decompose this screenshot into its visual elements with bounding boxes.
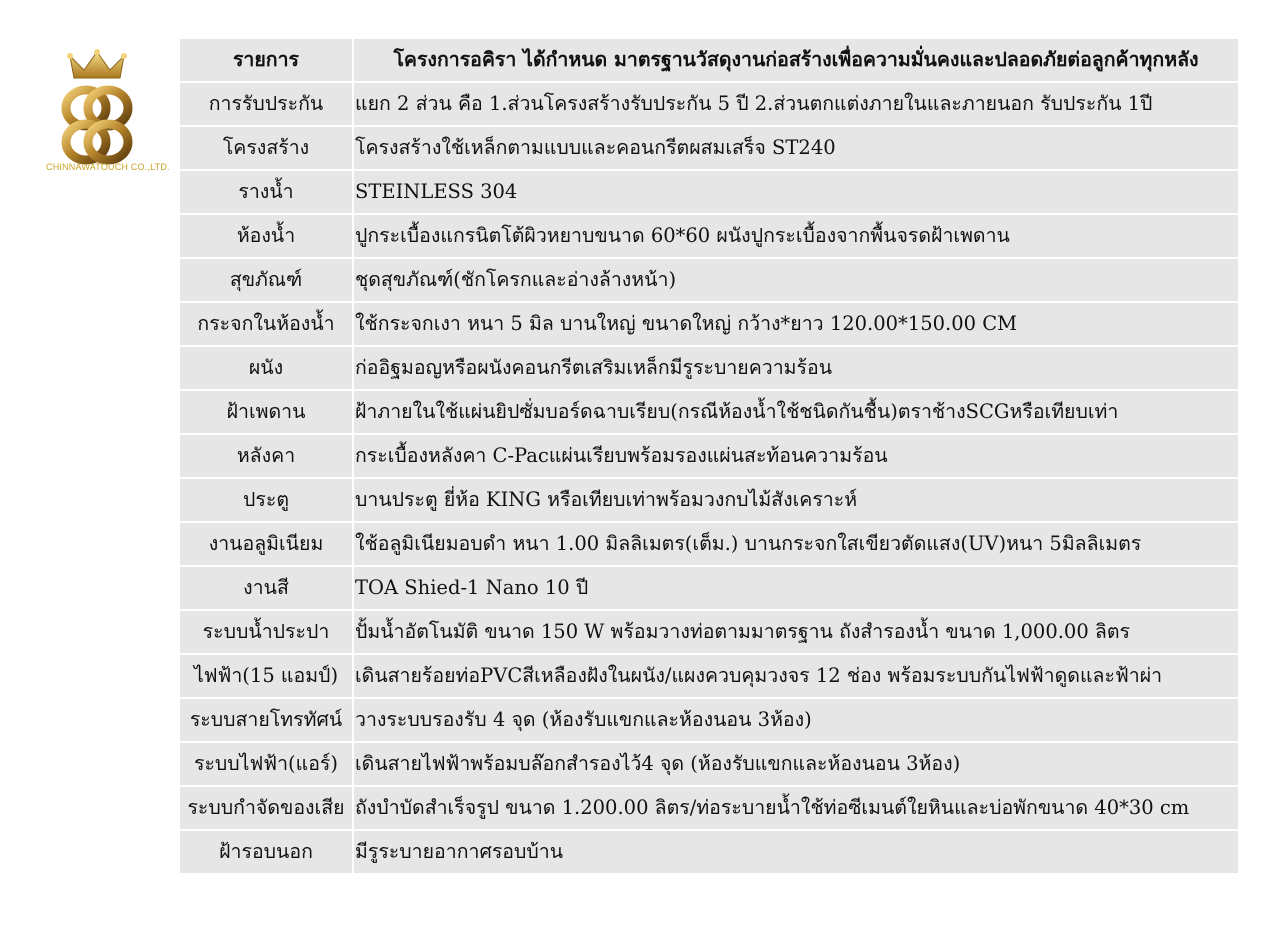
table-row xyxy=(179,478,1239,522)
row-label: งานสี xyxy=(179,566,353,610)
row-detail: TOA Shied-1 Nano 10 ปี xyxy=(353,566,1239,610)
header-label-cell: รายการ xyxy=(179,38,353,82)
table-row xyxy=(179,258,1239,302)
row-label: ไฟฟ้า(15 แอมป์) xyxy=(179,654,353,698)
row-detail: STEINLESS 304 xyxy=(353,170,1239,214)
table-row xyxy=(179,786,1239,830)
table-row xyxy=(179,302,1239,346)
table-row xyxy=(179,390,1239,434)
row-detail: แยก 2 ส่วน คือ 1.ส่วนโครงสร้างรับประกัน 5 ปี 2.ส่วนตกแต่งภายในและภายนอก รับประกัน 1ปี xyxy=(353,82,1239,126)
table-header-row xyxy=(179,38,1239,82)
table-row xyxy=(179,610,1239,654)
table-row xyxy=(179,346,1239,390)
header-detail-cell: โครงการอคิรา ได้กำหนด มาตรฐานวัสดุงานก่อสร้างเพื่อความมั่นคงและปลอดภัยต่อลูกค้าทุกหลัง xyxy=(353,38,1239,82)
table-row xyxy=(179,214,1239,258)
table-row xyxy=(179,170,1239,214)
table-row xyxy=(179,82,1239,126)
row-label: หลังคา xyxy=(179,434,353,478)
table-row xyxy=(179,830,1239,874)
row-detail: ชุดสุขภัณฑ์(ชักโครกและอ่างล้างหน้า) xyxy=(353,258,1239,302)
row-detail: บานประตู ยี่ห้อ KING หรือเทียบเท่าพร้อมวงกบไม้สังเคราะห์ xyxy=(353,478,1239,522)
row-label: ผนัง xyxy=(179,346,353,390)
construction-spec-table xyxy=(178,37,1240,875)
table-row xyxy=(179,698,1239,742)
row-label: งานอลูมิเนียม xyxy=(179,522,353,566)
row-label: ระบบกำจัดของเสีย xyxy=(179,786,353,830)
row-detail: เดินสายไฟฟ้าพร้อมบล๊อกสำรองไว้4 จุด (ห้องรับแขกและห้องนอน 3ห้อง) xyxy=(353,742,1239,786)
row-detail: ปูกระเบื้องแกรนิตโต้ผิวหยาบขนาด 60*60 ผนังปูกระเบื้องจากพื้นจรดฝ้าเพดาน xyxy=(353,214,1239,258)
row-detail: เดินสายร้อยท่อPVCสีเหลืองฝังในผนัง/แผงควบคุมวงจร 12 ช่อง พร้อมระบบกันไฟฟ้าดูดและฟ้าผ่า xyxy=(353,654,1239,698)
table-row xyxy=(179,126,1239,170)
row-detail: กระเบื้องหลังคา C-Pacแผ่นเรียบพร้อมรองแผ่นสะท้อนความร้อน xyxy=(353,434,1239,478)
row-label: ระบบน้ำประปา xyxy=(179,610,353,654)
logo-company-name: CHINNAWATOUCH CO.,LTD. xyxy=(46,162,170,172)
table-row xyxy=(179,566,1239,610)
row-label: การรับประกัน xyxy=(179,82,353,126)
row-detail: ใช้อลูมิเนียมอบดำ หนา 1.00 มิลลิเมตร(เต็ม.) บานกระจกใสเขียวตัดแสง(UV)หนา 5มิลลิเมตร xyxy=(353,522,1239,566)
row-label: กระจกในห้องน้ำ xyxy=(179,302,353,346)
table-row xyxy=(179,742,1239,786)
row-label: ระบบไฟฟ้า(แอร์) xyxy=(179,742,353,786)
row-label: ฝ้าเพดาน xyxy=(179,390,353,434)
row-detail: ถังบำบัดสำเร็จรูป ขนาด 1.200.00 ลิตร/ท่อระบายน้ำใช้ท่อซีเมนต์ใยหินและบ่อพักขนาด 40*30 cm xyxy=(353,786,1239,830)
row-detail: มีรูระบายอากาศรอบบ้าน xyxy=(353,830,1239,874)
row-detail: โครงสร้างใช้เหล็กตามแบบและคอนกรีตผสมเสร็จ ST240 xyxy=(353,126,1239,170)
row-label: ห้องน้ำ xyxy=(179,214,353,258)
row-label: ประตู xyxy=(179,478,353,522)
table-row xyxy=(179,654,1239,698)
row-label: ระบบสายโทรทัศน์ xyxy=(179,698,353,742)
row-detail: ฝ้าภายในใช้แผ่นยิปซั่มบอร์ดฉาบเรียบ(กรณีห้องน้ำใช้ชนิดกันชื้น)ตราช้างSCGหรือเทียบเท่า xyxy=(353,390,1239,434)
table-row xyxy=(179,522,1239,566)
gold-crown-infinity-logo-icon xyxy=(44,48,170,178)
row-label: โครงสร้าง xyxy=(179,126,353,170)
row-detail: วางระบบรองรับ 4 จุด (ห้องรับแขกและห้องนอน 3ห้อง) xyxy=(353,698,1239,742)
row-detail: ก่ออิฐมอญหรือผนังคอนกรีตเสริมเหล็กมีรูระบายความร้อน xyxy=(353,346,1239,390)
row-label: ฝ้ารอบนอก xyxy=(179,830,353,874)
table-row xyxy=(179,434,1239,478)
row-label: รางน้ำ xyxy=(179,170,353,214)
row-detail: ปั้มน้ำอัตโนมัติ ขนาด 150 W พร้อมวางท่อตามมาตรฐาน ถังสำรองน้ำ ขนาด 1,000.00 ลิตร xyxy=(353,610,1239,654)
row-detail: ใช้กระจกเงา หนา 5 มิล บานใหญ่ ขนาดใหญ่ กว้าง*ยาว 120.00*150.00 CM xyxy=(353,302,1239,346)
row-label: สุขภัณฑ์ xyxy=(179,258,353,302)
